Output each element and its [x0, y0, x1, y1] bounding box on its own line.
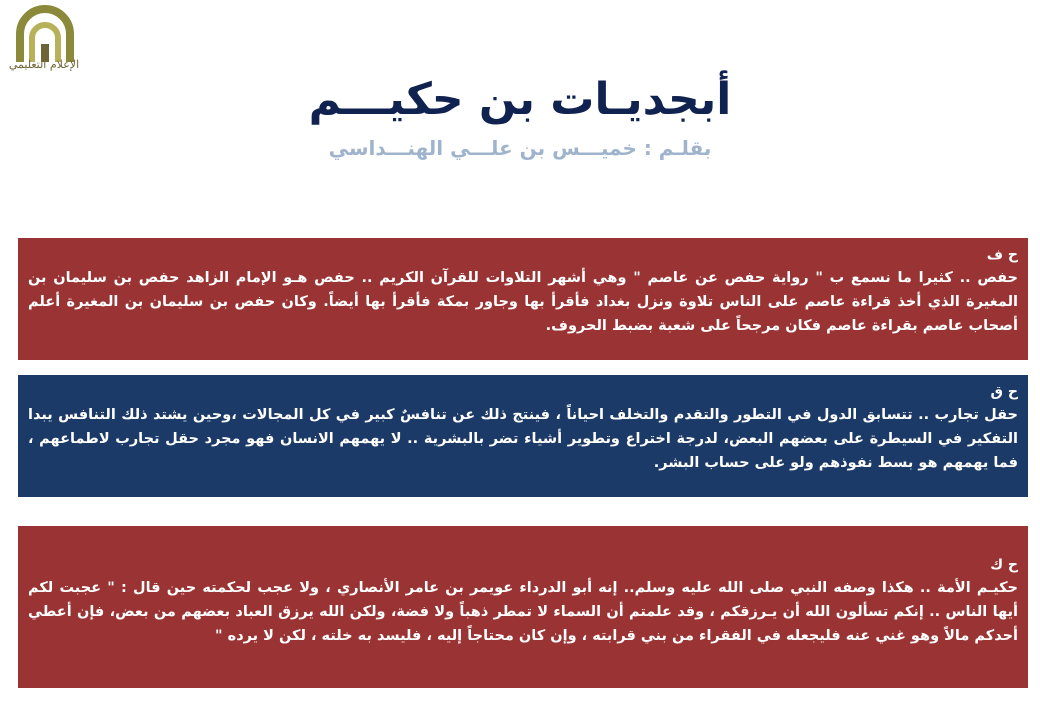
- article-card-hak: [18, 526, 1028, 688]
- article-card-haf: [18, 238, 1028, 360]
- card-text: حفص .. كثيرا ما نسمع ب " رواية حفص عن عاصم " وهي أشهر التلاوات للقرآن الكريم .. حفص هـو الإمام الزاهد حفص بن سليمان بن المغيرة الذي أخذ قراءة عاصم على الناس تلاوة ونزل بغداد فأقرأ بها وجاور بمكة فأقرأ بها أيضاً. وكان حفص بن سليمان بن المغيرة أعلم أصحاب عاصم بقراءة عاصم فكان مرجحاً على شعبة بضبط الحروف.: [28, 270, 1018, 334]
- arch-logo-icon: [8, 4, 82, 64]
- logo-caption: الإعلام التعليمي: [8, 58, 80, 71]
- card-heading: ح ق: [990, 384, 1018, 400]
- article-card-haq: [18, 375, 1028, 497]
- page-title: أبجديـات بن حكيـــم: [308, 74, 732, 125]
- card-text: حكيـم الأمة .. هكذا وصفه النبي صلى الله عليه وسلم.. إنه أبو الدرداء عويمر بن عامر الأنصاري ، ولا عجب لحكمته حين قال : " عجبت لكم أيها الناس .. إنكم تسألون الله أن يـرزقكم ، وقد علمتم أن السماء لا تمطر ذهباً ولا فضة، ولكن الله يرزق العباد بعضهم من بعض، فإن أعطي أحدكم مالاً وهو غني عنه فليجعله في الفقراء من بني قرابته ، وإن كان محتاجاً إليه ، فليسد به خلته ، لكن لا يرده ": [28, 580, 1018, 644]
- card-heading: ح ك: [990, 557, 1018, 573]
- card-text: حقل تجارب .. تتسابق الدول في التطور والتقدم والتخلف احياناً ، فينتج ذلك عن تنافسٌ كبير في كل المجالات ،وحين يشتد ذلك التنافس يبدا التفكير في السيطرة على بعضهم البعض، لدرجة اختراع وتطوير أشياء تضر بالبشرية .. لا يهمهم الانسان فهو مجرد حقل تجارب لاطماعهم ، فما يهمهم هو بسط نفوذهم ولو على حساب البشر.: [28, 407, 1018, 471]
- card-heading: ح ف: [986, 247, 1018, 263]
- author-byline: بقلـم : خميـــس بن علـــي الهنـــداسي: [328, 136, 712, 160]
